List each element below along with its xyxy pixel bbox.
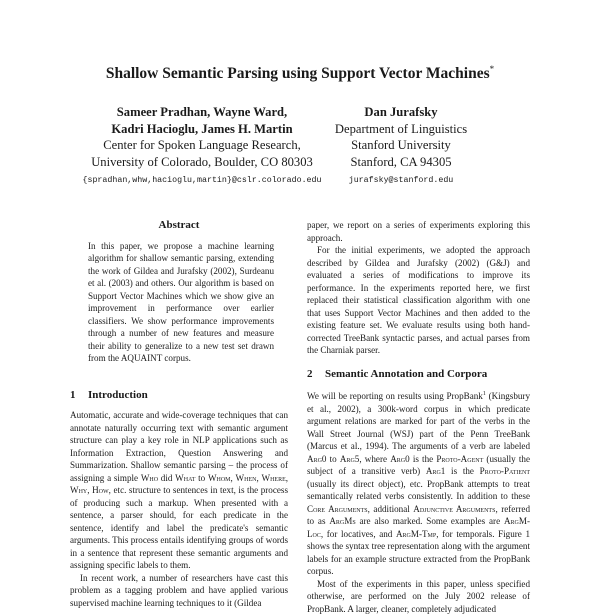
affiliation-right-line3: Stanford, CA 94305 [350,154,452,169]
paper-title [0,64,600,83]
section-number: 1 [70,388,76,401]
affiliation-right-line1: Department of Linguistics [334,121,468,136]
intro-paragraph-2: In recent work, a number of researchers have cast this problem as a tagging problem and have applied various supervised machine learning techniques to it (Gildea [70,572,288,608]
section-heading-introduction [70,389,288,402]
intro-paragraph-3: For the initial experiments, we adopted the approach described by Gildea and Jurafsky (2002) (G&J) and evaluated a series of modifications to improve its performance. In the experiments reported here, we first replaced their statistical classification algorithm with one that uses Support Vector Machines and then added to the existing feature set. We evaluate results using both hand-corrected TreeBank syntactic parses, and actual parses from the Charniak parser. [307,245,530,355]
affiliation-line2: University of Colorado, Boulder, CO 80303 [91,154,313,169]
affiliation-right-line2: Stanford University [351,138,451,152]
left-column [70,219,288,609]
author-name-right: Dan Jurafsky [364,105,438,119]
section-title: Introduction [88,388,148,401]
author-email-left: {spradhan,whw,hacioglu,martin}@cslr.colorado.edu [82,176,322,185]
section-number: 2 [307,367,313,380]
intro-continued-paragraph: paper, we report on a series of experiments exploring this approach. [307,220,530,243]
section2-paragraph-2: Most of the experiments in this paper, unless specified otherwise, are performed on the July 2002 release of PropBank. A larger, cleaner, completely adjudicated [307,578,530,614]
author-names-line1: Sameer Pradhan, Wayne Ward, [116,105,288,119]
title-footnote-marker: * [489,64,495,74]
section-title: Semantic Annotation and Corpora [325,367,488,380]
section-heading-semantic-annotation [307,368,530,381]
affiliation-line1: Center for Spoken Language Research, [103,138,301,152]
title-text: Shallow Semantic Parsing using Support Vector Machines [105,65,490,83]
author-names-line2: Kadri Hacioglu, James H. Martin [111,121,293,136]
section2-paragraph-1: We will be reporting on results using PropBank$^1$ (Kingsbury et al., 2002), a 300k-word corpus in which predicate argument relations are marked for part of the verbs in the Wall Street Journal (WSJ) part of the Penn TreeBank (Marcus et al., 1994). The arguments of a verb are labeled Arg0 to Arg5, where Arg0 is the Proto-Agent (usually the subject of a transitive verb) Arg1 is the Proto-Patient (usually its direct object), etc. PropBank attempts to treat semantically related verbs consistently. In addition to these Core Arguments, additional Adjunctive Arguments, referred to as ArgMs are also marked. Some examples are ArgM-Loc, for locatives, and ArgM-Tmp, for temporals. Figure 1 shows the syntax tree representation along with the argument labels for an example structure extracted from the PropBank corpus. [307,391,531,577]
abstract-text: In this paper, we propose a machine learning algorithm for shallow semantic parsing, extending the work of Gildea and Jurafsky (2002), Surdeanu et al. (2003) and others. Our algorithm is based on Support Vector Machines which we show give an improvement in performance over earlier classifiers. We show performance improvements through a number of new features and measure their ability to generalize to a new test set drawn from the AQUAINT corpus. [88,240,274,363]
abstract-heading: Abstract [158,219,200,231]
intro-paragraph-1: Automatic, accurate and wide-coverage techniques that can annotate naturally occurring text with semantic argument structure can play a key role in NLP applications such as Information Extraction, Question Answering and Summarization. Shallow semantic parsing – the process of assigning a simple Who did What to Whom, When, Where, Why, How, etc. structure to sentences in text, is the process of producing such a markup. When presented with a sentence, a parser should, for each predicate in the sentence, identify and label the predicate's semantic arguments. This process entails identifying groups of words in a sentence that represent these semantic arguments and assigning specific labels to them. [70,410,289,570]
right-column [307,219,530,615]
author-block-left [68,104,336,190]
author-email-right: jurafsky@stanford.edu [348,176,454,185]
author-block-right [326,104,476,190]
